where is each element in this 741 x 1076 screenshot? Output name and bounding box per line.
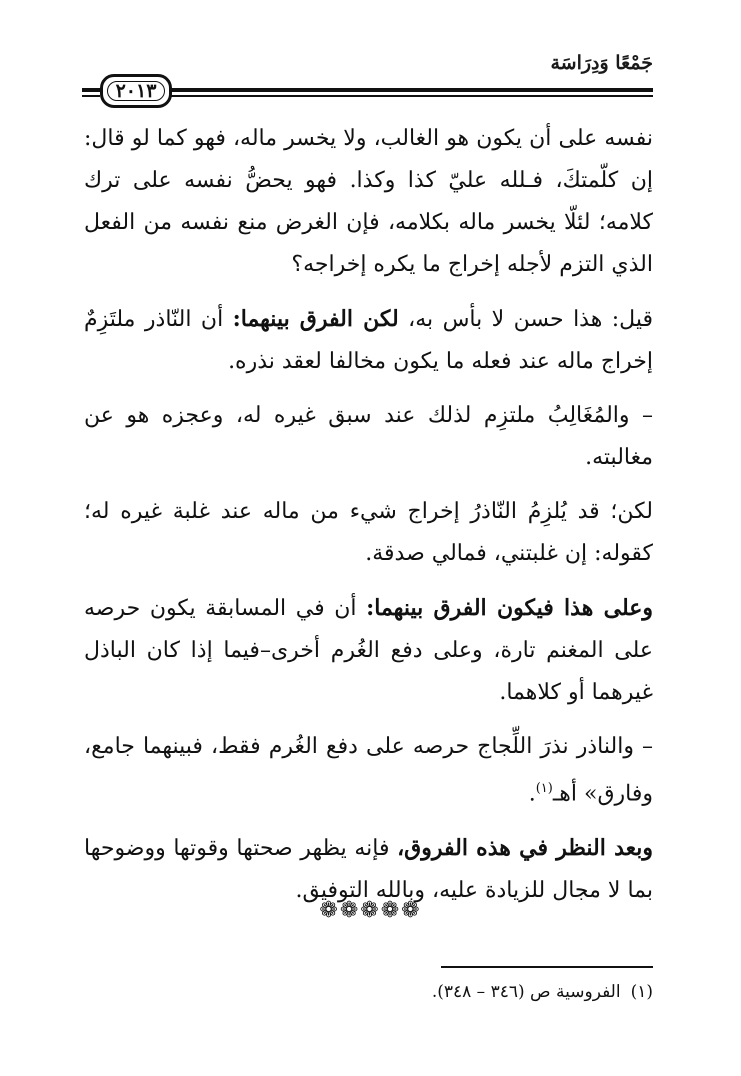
footnote-text: الفروسية ص (٣٤٦ – ٣٤٨). — [431, 982, 621, 1002]
header-rule-thin-left — [82, 95, 100, 97]
main-text — [84, 118, 653, 924]
paragraph-7-rest: فإنه يظهر صحتها وقوتها ووضوحها بما لا مجال للزيادة عليه، وبالله التوفيق. — [84, 836, 653, 904]
section-end-ornament: ❁❁❁❁❁ — [319, 898, 422, 923]
page-number: ٢٠١٣ — [115, 80, 157, 102]
header-rule-left — [82, 84, 100, 102]
paragraph-2-bold: لكن الفرق بينهما: — [232, 306, 399, 332]
paragraph-7-bold: وبعد النظر في هذه الفروق، — [397, 835, 653, 862]
footnote-separator — [441, 966, 653, 968]
header-rule-thin — [170, 95, 653, 97]
paragraph-3: – والمُغَالِبُ ملتزِم لذلك عند سبق غيره له، وعجزه هو عن مغالبته. — [84, 403, 653, 470]
paragraph-6 — [84, 726, 653, 815]
footnote-reference: (١) — [535, 781, 553, 796]
paragraph-6-text: – والناذر نذرَ اللِّجاج حرصه على دفع الغُرم فقط، فبينهما جامع، وفارق» أهـ — [84, 734, 653, 807]
paragraph-5-rest: أن في المسابقة يكون حرصه على المغنم تارة، وعلى دفع الغُرم أخرى–فيما إذا كان الباذل غيرهما أو كلاهما. — [84, 596, 653, 705]
running-title: جَمْعًا وَدِرَاسَة — [550, 52, 653, 74]
paragraph-2 — [84, 298, 653, 383]
paragraph-4: لكن؛ قد يُلزِمُ النّاذرُ إخراج شيء من ماله عند غلبة غيره له؛ كقوله: إن غلبتني، فمالي صدقة. — [84, 499, 653, 566]
paragraph-5-bold: وعلى هذا فيكون الفرق بينهما: — [366, 595, 653, 621]
paragraph-1: نفسه على أن يكون هو الغالب، ولا يخسر ماله، فهو كما لو قال: إن كلّمتكَ، فـلله عليّ كذا وكذا. فهو يحضُّ نفسه على ترك كلامه؛ لئلّا يخسر ماله بكلامه، فإن الغرض منع نفسه من الفعل الذي التزم لأجله إخراج ما يكره إخراجه؟ — [84, 126, 653, 277]
header-rule-thick — [170, 88, 653, 92]
footnote — [84, 978, 653, 1006]
header-rule — [170, 84, 653, 102]
footnote-number: (١) — [630, 982, 653, 1002]
paragraph-2-lead: قيل: هذا حسن لا بأس به، — [398, 307, 653, 332]
paragraph-5 — [84, 587, 653, 714]
page-number-frame — [100, 74, 172, 108]
header-rule-thick-left — [82, 88, 100, 92]
paragraph-2-rest: أن النّاذر ملتَزِمٌ إخراج ماله عند فعله ما يكون مخالفا لعقد نذره. — [84, 307, 653, 374]
paragraph-6-end: . — [528, 781, 536, 807]
